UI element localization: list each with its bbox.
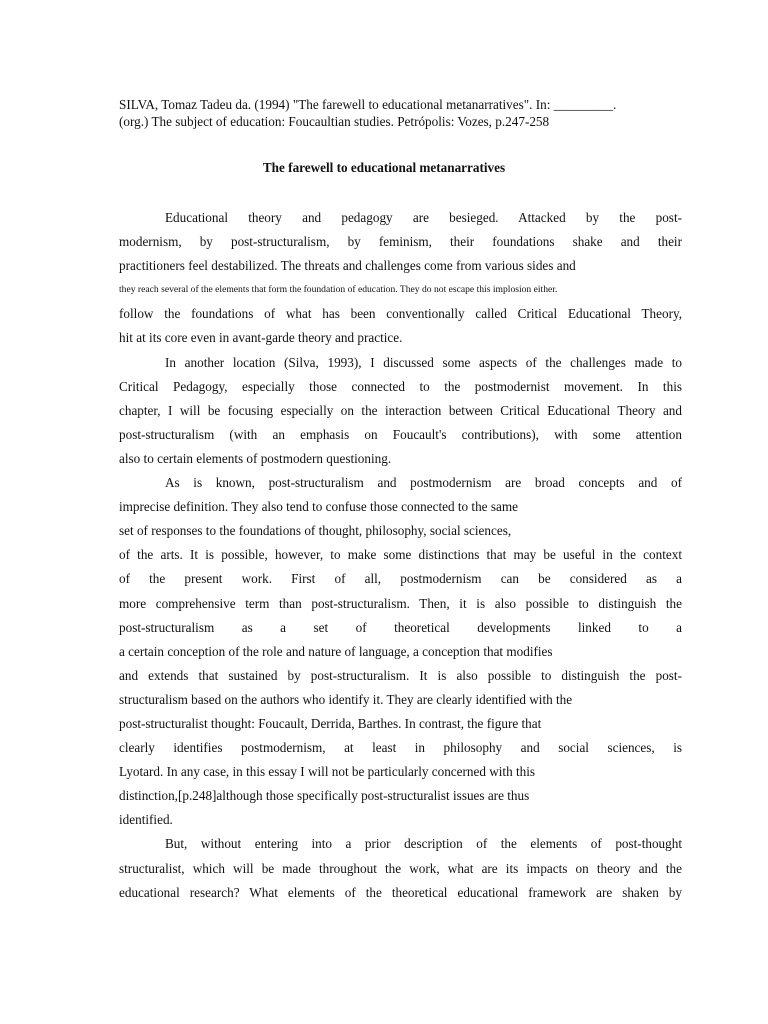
text-line: Educational theory and pedagogy are besieged. Attacked by the post- bbox=[165, 210, 682, 225]
text-line: In another location (Silva, 1993), I discussed some aspects of the challenges made to bbox=[165, 354, 682, 370]
text-line: modernism, by post-structuralism, by feminism, their foundations shake and their bbox=[119, 234, 682, 250]
text-line: imprecise definition. They also tend to confuse those connected to the same bbox=[119, 499, 518, 515]
text-line: structuralist, which will be made throughout the work, what are its impacts on theory and the bbox=[119, 860, 682, 876]
citation-reference bbox=[119, 96, 679, 130]
text-line: But, without entering into a prior description of the elements of post-thought bbox=[165, 836, 682, 852]
text-line: set of responses to the foundations of thought, philosophy, social sciences, bbox=[119, 523, 512, 539]
body-text bbox=[119, 206, 682, 905]
citation-line-1: SILVA, Tomaz Tadeu da. (1994) "The farewell to educational metanarratives". In: _________. bbox=[119, 97, 617, 112]
document-title: The farewell to educational metanarratives bbox=[262, 160, 506, 175]
text-line: a certain conception of the role and nature of language, a conception that modifies bbox=[119, 643, 553, 659]
text-line: practitioners feel destabilized. The threats and challenges come from various sides and bbox=[119, 258, 576, 274]
text-line: chapter, I will be focusing especially on the interaction between Critical Educational Theory and bbox=[119, 402, 682, 418]
text-line: clearly identifies postmodernism, at least in philosophy and social sciences, is bbox=[119, 740, 682, 756]
text-line: Lyotard. In any case, in this essay I will not be particularly concerned with this bbox=[119, 764, 536, 780]
text-line: also to certain elements of postmodern questioning. bbox=[119, 450, 392, 466]
text-line: of the present work. First of all, postmodernism can be considered as a bbox=[119, 571, 682, 587]
text-line: Critical Pedagogy, especially those connected to the postmodernist movement. In this bbox=[119, 378, 682, 394]
text-line: structuralism based on the authors who identify it. They are clearly identified with the bbox=[119, 691, 573, 707]
text-line: follow the foundations of what has been conventionally called Critical Educational Theory, bbox=[119, 306, 682, 322]
text-line: distinction,[p.248]although those specifically post-structuralist issues are thus bbox=[119, 788, 530, 804]
text-line: As is known, post-structuralism and postmodernism are broad concepts and of bbox=[165, 475, 682, 491]
text-line: more comprehensive term than post-structuralism. Then, it is also possible to distinguish the bbox=[119, 595, 682, 611]
text-line: they reach several of the elements that form the foundation of education. They do not escape this implosion either. bbox=[119, 284, 558, 296]
text-line: of the arts. It is possible, however, to make some distinctions that may be useful in the context bbox=[119, 547, 682, 563]
text-line: post-structuralism (with an emphasis on Foucault's contributions), with some attention bbox=[119, 426, 682, 442]
text-line: post-structuralism as a set of theoretical developments linked to a bbox=[119, 619, 682, 635]
citation-line-2: (org.) The subject of education: Foucaultian studies. Petrópolis: Vozes, p.247-258 bbox=[119, 114, 550, 129]
text-line: identified. bbox=[119, 812, 173, 828]
text-line: hit at its core even in avant-garde theory and practice. bbox=[119, 330, 403, 346]
text-line: educational research? What elements of the theoretical educational framework are shaken by bbox=[119, 884, 682, 900]
text-line: and extends that sustained by post-structuralism. It is also possible to distinguish the post- bbox=[119, 667, 682, 683]
text-line: post-structuralist thought: Foucault, Derrida, Barthes. In contrast, the figure that bbox=[119, 715, 542, 731]
